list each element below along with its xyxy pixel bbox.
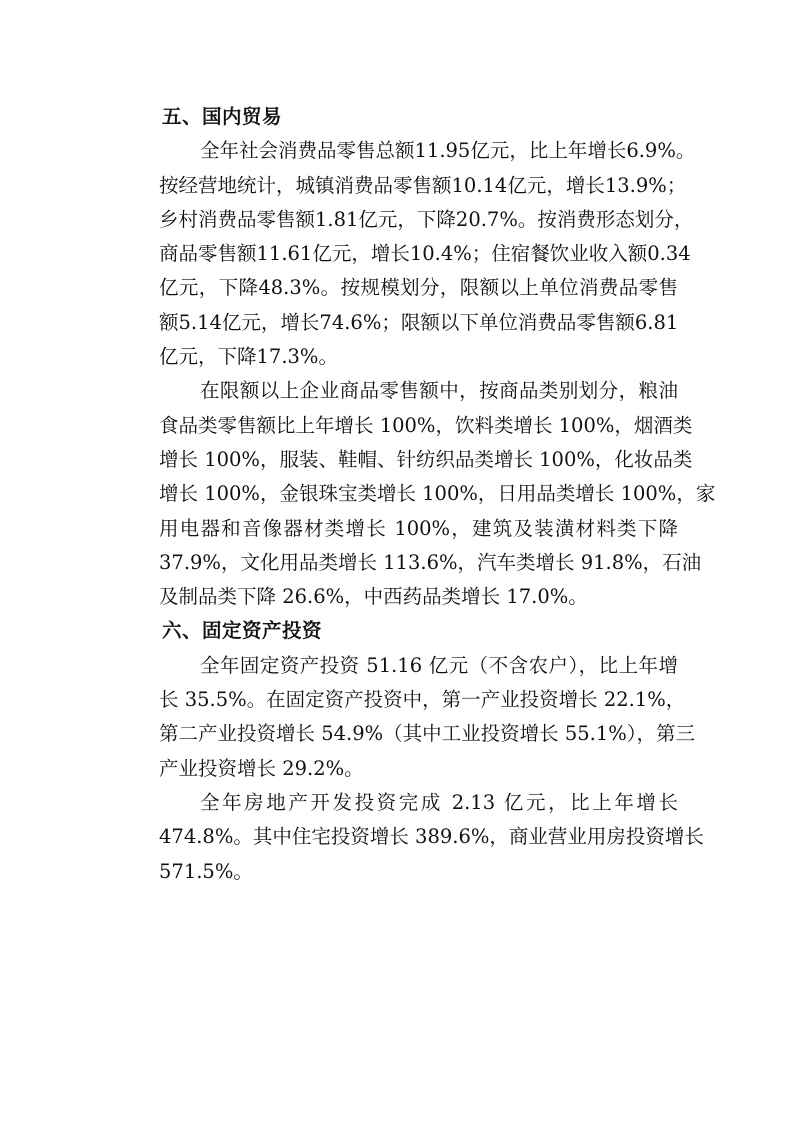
text-line: 长 35.5%。在固定资产投资中，第一产业投资增长 22.1%， <box>159 688 686 712</box>
text-line: 亿元，下降48.3%。按规模划分，限额以上单位消费品零售 <box>159 276 678 300</box>
text-line: 商品零售额11.61亿元，增长10.4%；住宿餐饮业收入额0.34 <box>159 242 691 266</box>
text-line: 及制品类下降 26.6%，中西药品类增长 17.0%。 <box>159 585 588 609</box>
text-line: 在限额以上企业商品零售额中，按商品类别划分，粮油 <box>200 379 678 403</box>
text-line: 额5.14亿元，增长74.6%；限额以下单位消费品零售额6.81 <box>159 310 679 334</box>
text-line: 全年房地产开发投资完成 2.13 亿元，比上年增长 <box>200 790 678 814</box>
text-line: 全年社会消费品零售总额11.95亿元，比上年增长6.9%。 <box>200 139 696 163</box>
text-line: 产业投资增长 29.2%。 <box>159 756 364 780</box>
text-line: 用电器和音像器材类增长 100%，建筑及装潢材料类下降 <box>159 516 678 540</box>
text-line: 全年固定资产投资 51.16 亿元（不含农户），比上年增 <box>200 653 678 677</box>
text-line: 37.9%，文化用品类增长 113.6%，汽车类增长 91.8%，石油 <box>159 550 702 574</box>
paragraph <box>118 786 704 889</box>
section-heading: 六、固定资产投资 <box>162 619 323 643</box>
text-line: 乡村消费品零售额1.81亿元，下降20.7%。按消费形态划分， <box>159 207 694 231</box>
section-heading: 五、国内贸易 <box>162 105 283 128</box>
section-fixed-asset-investment <box>118 614 704 888</box>
text-line: 增长 100%，金银珠宝类增长 100%，日用品类增长 100%，家 <box>159 482 716 506</box>
text-line: 食品类零售额比上年增长 100%，饮料类增长 100%，烟酒类 <box>159 413 693 437</box>
text-line: 474.8%。其中住宅投资增长 389.6%，商业营业用房投资增长 <box>159 825 704 849</box>
text-line: 亿元，下降17.3%。 <box>159 345 338 369</box>
paragraph <box>118 134 696 374</box>
document-page <box>118 100 716 889</box>
paragraph <box>118 374 716 614</box>
paragraph <box>118 649 696 786</box>
text-line: 第二产业投资增长 54.9%（其中工业投资增长 55.1%），第三 <box>159 722 696 746</box>
text-line: 增长 100%，服装、鞋帽、针纺织品类增长 100%，化妆品类 <box>159 447 693 471</box>
text-line: 571.5%。 <box>159 859 253 883</box>
text-line: 按经营地统计，城镇消费品零售额10.14亿元，增长13.9%； <box>159 173 687 197</box>
section-domestic-trade <box>118 100 716 614</box>
